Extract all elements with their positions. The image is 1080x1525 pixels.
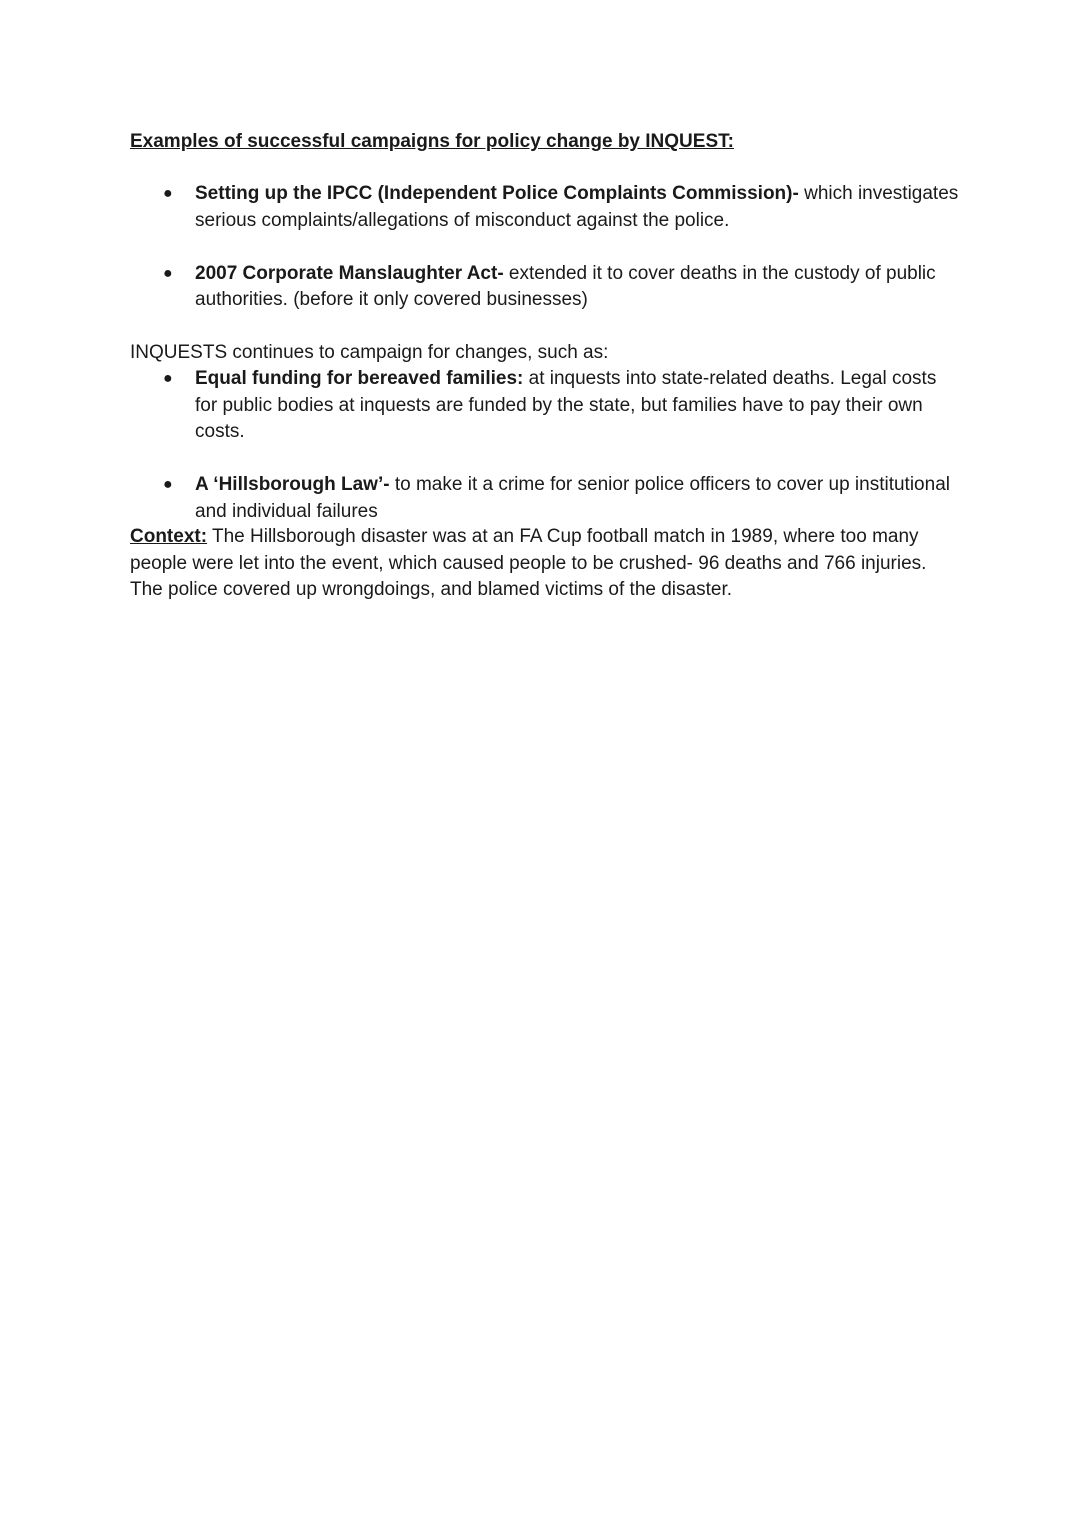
item-text: extended it to cover deaths in the custody of public authorities. (before it only covered businesses) — [195, 262, 936, 310]
section-heading: Examples of successful campaigns for policy change by INQUEST: — [130, 131, 734, 152]
item-text: at inquests into state-related deaths. Legal costs for public bodies at inquests are funded by the state, but families have to pay their own costs. — [195, 368, 937, 442]
item-title: 2007 Corporate Manslaughter Act- — [195, 262, 504, 284]
context-label: Context: — [130, 526, 208, 547]
bullet-icon: ● — [163, 264, 173, 282]
bullet-icon: ● — [163, 370, 173, 387]
list-item — [130, 472, 960, 525]
item-text: which investigates serious complaints/allegations of misconduct against the police. — [195, 183, 959, 231]
ongoing-campaigns-list — [130, 366, 960, 525]
list-item — [130, 366, 960, 446]
item-title: Setting up the IPCC (Independent Police Complaints Commission)- — [195, 183, 799, 204]
item-title: Equal funding for bereaved families: — [195, 368, 524, 389]
context-paragraph — [130, 524, 960, 604]
item-title: A ‘Hillsborough Law’- — [195, 474, 390, 495]
list-item — [130, 261, 960, 314]
list-item — [130, 181, 960, 234]
bullet-icon: ● — [163, 476, 173, 493]
bullet-icon: ● — [163, 185, 173, 202]
context-text: The Hillsborough disaster was at an FA Cup football match in 1989, where too many people were let into the event, which caused people to be crushed- 96 deaths and 766 injuries. The police covered up wrongdoings, and blamed victims of the disaster. — [130, 526, 927, 600]
successful-campaigns-list — [130, 181, 960, 314]
item-text: to make it a crime for senior police officers to cover up institutional and individual failures — [195, 474, 950, 522]
campaign-intro-paragraph: INQUESTS continues to campaign for changes, such as: — [130, 342, 609, 363]
